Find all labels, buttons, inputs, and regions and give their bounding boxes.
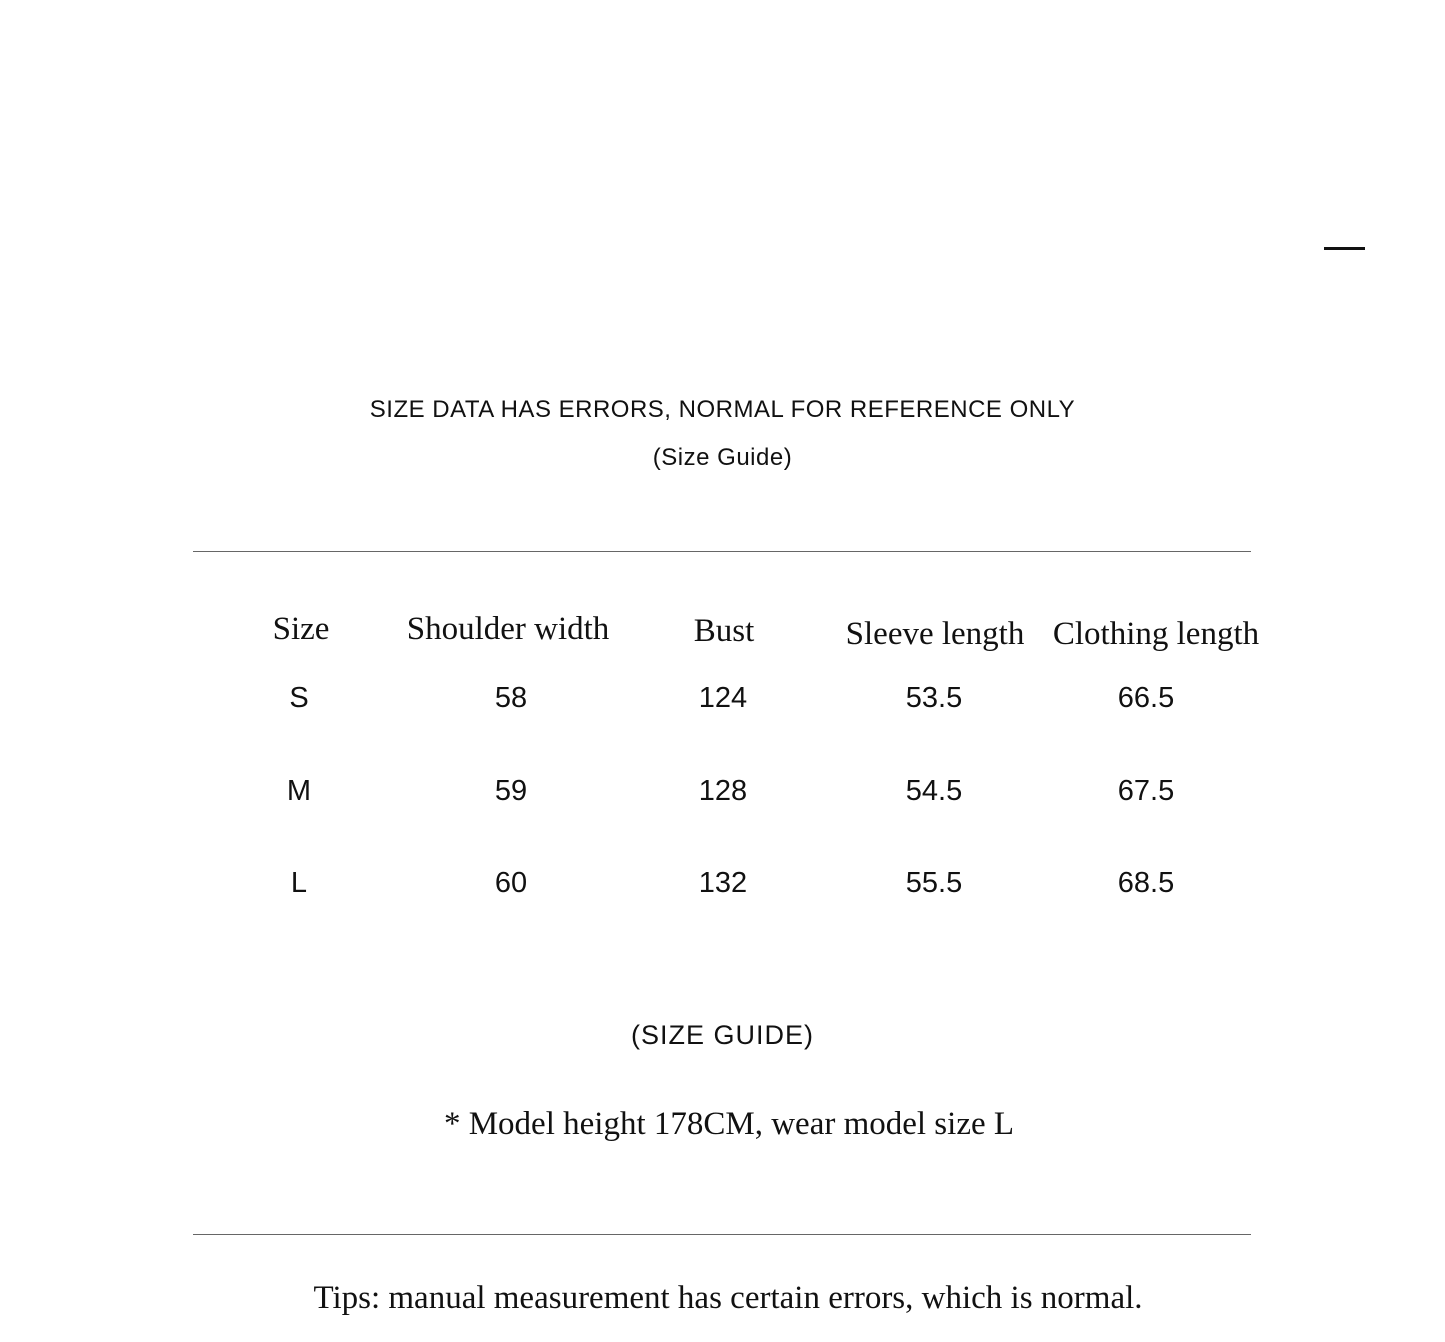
table-cell: 54.5 <box>905 775 963 807</box>
table-cell: 132 <box>698 867 748 899</box>
table-cell: 67.5 <box>1117 775 1175 807</box>
header-clothing-length: Clothing length <box>1052 616 1260 652</box>
table-cell: L <box>290 867 308 899</box>
header-bust: Bust <box>693 613 755 649</box>
size-guide-subtitle: (Size Guide) <box>652 444 793 471</box>
divider-top <box>193 551 1251 552</box>
header-size: Size <box>272 611 330 647</box>
model-note: * Model height 178CM, wear model size L <box>443 1106 1015 1142</box>
header-shoulder-width: Shoulder width <box>406 611 610 647</box>
table-cell: 60 <box>494 867 528 899</box>
table-cell: M <box>286 775 312 807</box>
table-cell: 53.5 <box>905 682 963 714</box>
table-cell: 55.5 <box>905 867 963 899</box>
table-cell: 128 <box>698 775 748 807</box>
table-cell: 66.5 <box>1117 682 1175 714</box>
header-sleeve-length: Sleeve length <box>845 616 1025 652</box>
table-cell: 124 <box>698 682 748 714</box>
table-cell: 68.5 <box>1117 867 1175 899</box>
size-guide-label: (SIZE GUIDE) <box>630 1020 814 1050</box>
table-cell: 58 <box>494 682 528 714</box>
table-cell: S <box>289 682 309 714</box>
size-notice: SIZE DATA HAS ERRORS, NORMAL FOR REFERENCE ONLY <box>369 396 1076 423</box>
divider-bottom <box>193 1234 1251 1235</box>
table-cell: 59 <box>494 775 528 807</box>
tips-text: Tips: manual measurement has certain errors, which is normal. <box>313 1280 1143 1316</box>
minus-icon <box>1324 247 1365 250</box>
